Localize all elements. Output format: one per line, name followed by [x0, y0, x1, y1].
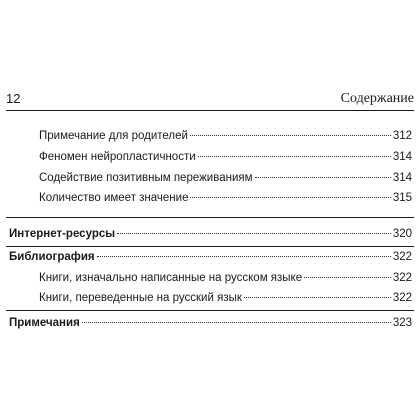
toc-entry-title: Примечание для родителей: [39, 130, 188, 142]
toc-entry-title: Феномен нейропластичности: [39, 151, 196, 163]
toc-entry: [39, 291, 412, 305]
section-divider: [6, 310, 414, 311]
dot-leader: [198, 156, 391, 157]
toc-section-page: 323: [392, 317, 412, 329]
toc-section-page: 320: [392, 228, 412, 240]
toc-entry: [39, 129, 412, 143]
dot-leader: [190, 135, 391, 136]
toc-entry: [39, 271, 412, 285]
toc-section: [9, 316, 412, 330]
toc-entry-page: 312: [392, 130, 412, 142]
dot-leader: [304, 277, 391, 278]
toc-entry-page: 315: [392, 192, 412, 204]
toc-entry-page: 322: [392, 292, 412, 304]
toc-section-title: Примечания: [9, 317, 80, 329]
toc-section: [9, 227, 412, 241]
dot-leader: [190, 197, 390, 198]
toc-entry: [39, 191, 412, 205]
dot-leader: [82, 322, 391, 323]
dot-leader: [255, 177, 391, 178]
dot-leader: [244, 297, 391, 298]
toc-entry-page: 314: [392, 151, 412, 163]
toc-entry-title: Книги, переведенные на русский язык: [39, 292, 242, 304]
toc-section-title: Интернет-ресурсы: [9, 228, 116, 240]
toc-entry-title: Содействие позитивным переживаниям: [39, 172, 253, 184]
toc-entry-title: Количество имеет значение: [39, 192, 189, 204]
toc-entry-page: 322: [392, 272, 412, 284]
toc-section-title: Библиография: [9, 251, 95, 263]
section-divider: [6, 217, 414, 218]
toc-section: [9, 250, 412, 264]
section-divider: [6, 246, 414, 247]
toc-entry-page: 314: [392, 172, 412, 184]
page-number: 12: [6, 91, 21, 106]
running-head: Содержание: [340, 91, 414, 106]
toc-section-page: 322: [392, 251, 412, 263]
toc-entry-title: Книги, изначально написанные на русском языке: [39, 272, 303, 284]
toc-entry: [39, 150, 412, 164]
dot-leader: [117, 233, 391, 234]
dot-leader: [97, 256, 391, 257]
toc-entry: [39, 171, 412, 185]
